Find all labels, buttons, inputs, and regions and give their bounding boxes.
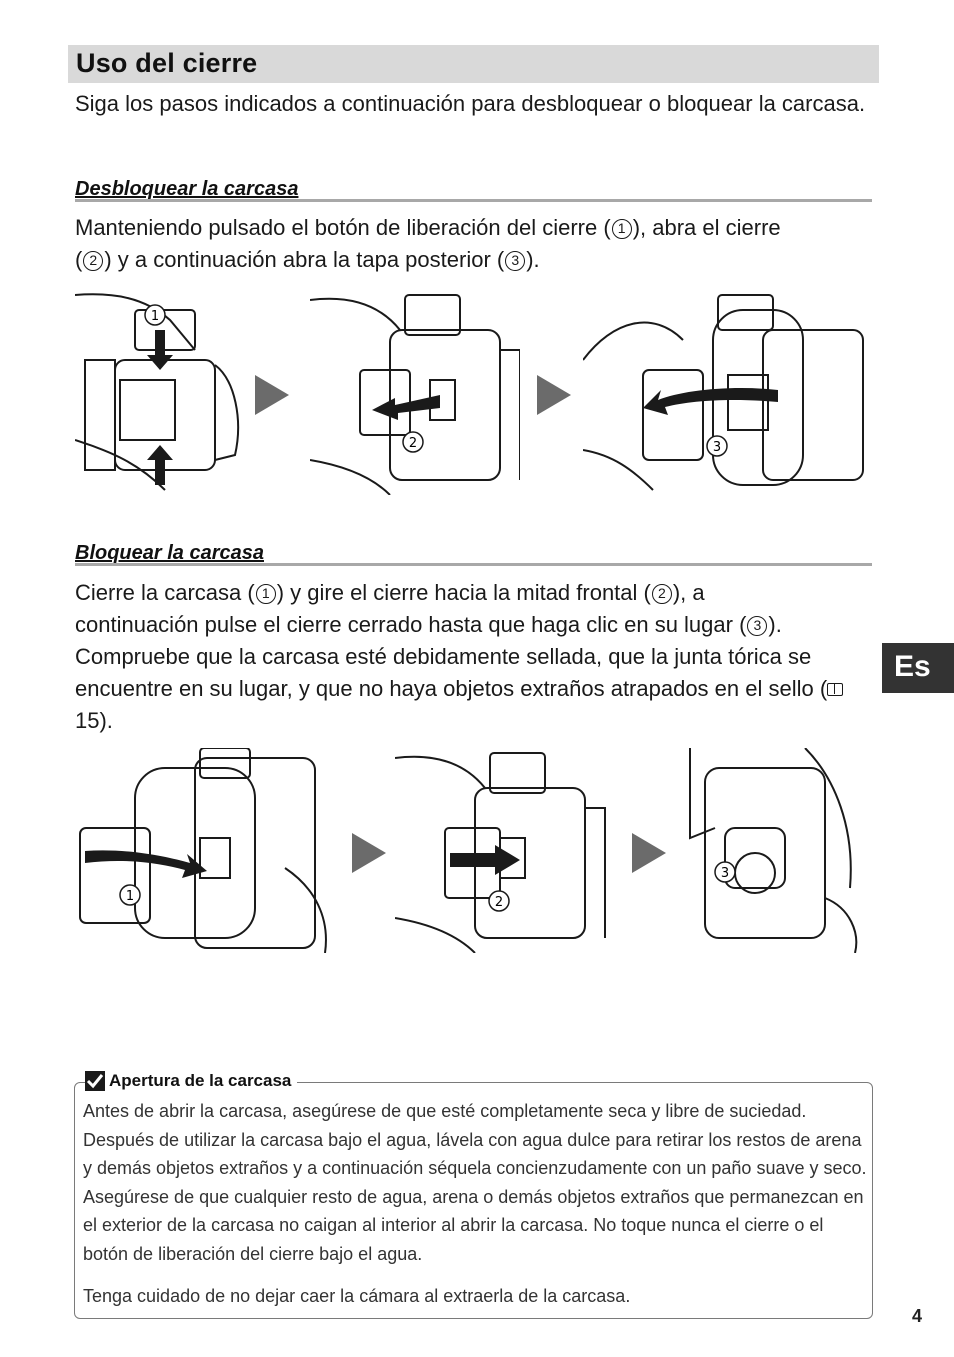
next-step-arrow-icon (255, 370, 291, 420)
note-body (83, 1097, 868, 1311)
callout-label: 3 (720, 866, 730, 881)
callout-marker: 2 (83, 251, 103, 271)
language-tab: Es (882, 643, 954, 693)
note-header (85, 1071, 297, 1091)
next-step-arrow-icon (632, 828, 668, 878)
next-step-arrow-icon (537, 370, 573, 420)
check-icon (85, 1071, 105, 1091)
note-box (74, 1071, 873, 1319)
callout-marker: 1 (612, 219, 632, 239)
callout-label: 3 (712, 440, 722, 455)
lock-heading-rule (75, 542, 872, 566)
page-number: 4 (912, 1306, 923, 1326)
note-paragraph: Antes de abrir la carcasa, asegúrese de que esté completamente seca y libre de suciedad. Después de utilizar la carcasa bajo el agua, lávela con agua dulce para retirar los restos de arena y demás objetos extraños y a continuación séquela concienzudamente con un paño suave y seco. Asegúrese de que cualquier resto de agua, arena o demás objetos extraños que permanezcan en el exterior de la carcasa no caigan al interior al abrir la carcasa. No toque nunca el cierre o el botón de liberación del cierre bajo el agua. (83, 1101, 867, 1264)
callout-marker: 2 (652, 584, 672, 604)
page-reference: 15 (75, 708, 100, 733)
callout-label: 2 (494, 895, 504, 910)
lock-instructions: Cierre la carcasa ( 1 ) y gire el cierre hacia la mitad frontal ( 2 ), a continuación pulse el cierre cerrado hasta que haga clic en su lugar ( 3 ). Compruebe que la carcasa esté debidamente sellada, que la junta tórica se encuentre en su lugar, y que no haya objetos extraños atrapados en el sello ( 15). (75, 577, 875, 737)
lock-step-2-illustration (395, 748, 607, 953)
book-icon (827, 683, 843, 696)
callout-marker: 3 (747, 616, 767, 636)
unlock-instructions: Manteniendo pulsado el botón de liberación del cierre ( 1 ), abra el cierre ( 2 ) y a continuación abra la tapa posterior ( 3 ). (75, 215, 781, 272)
next-step-arrow-icon (352, 828, 388, 878)
callout-label: 1 (150, 309, 160, 324)
unlock-heading: Desbloquear la carcasa (75, 178, 299, 200)
section-title-bar (68, 45, 879, 83)
lock-step-1-illustration (75, 748, 335, 953)
callout-label: 2 (408, 436, 418, 451)
lock-heading: Bloquear la carcasa (75, 542, 264, 564)
unlock-step-2-illustration (310, 290, 520, 495)
intro-text: Siga los pasos indicados a continuación para desbloquear o bloquear la carcasa. (75, 91, 866, 116)
note-title: Apertura de la carcasa (109, 1071, 292, 1090)
unlock-step-3-illustration (583, 290, 873, 495)
unlock-step-1-illustration (75, 290, 245, 495)
callout-label: 1 (125, 889, 135, 904)
callout-marker: 1 (256, 584, 276, 604)
note-paragraph: Tenga cuidado de no dejar caer la cámara al extraerla de la carcasa. (83, 1286, 631, 1306)
callout-marker: 3 (505, 251, 525, 271)
unlock-heading-rule (75, 178, 872, 202)
page-title: Uso del cierre (76, 48, 258, 78)
lock-step-3-illustration (685, 748, 873, 953)
